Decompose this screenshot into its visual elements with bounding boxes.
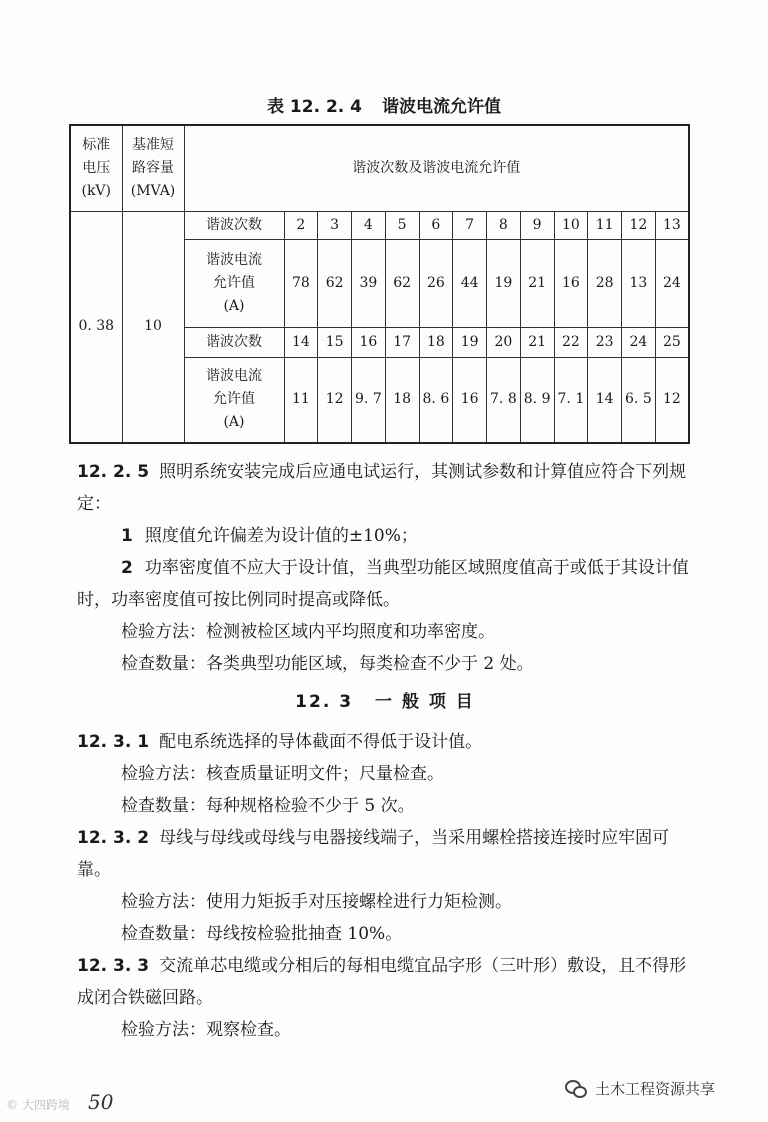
clause-text: 母线与母线或母线与电器接线端子，当采用螺栓搭接连接时应牢固可靠。 [77,828,670,880]
table-title: 谐波电流允许值 [382,97,501,117]
current-cell: 11 [284,357,318,443]
current-cell: 62 [318,239,352,327]
current-label-line: 谐波电流 [206,368,262,385]
order-row-1 [70,211,689,239]
current-label [184,239,284,327]
header-capacity-line: 路容量 [132,159,174,176]
order-cell: 21 [520,327,554,357]
current-cell: 16 [554,239,588,327]
item-2 [77,552,693,616]
current-label [184,357,284,443]
item-text: 功率密度值不应大于设计值，当典型功能区域照度值高于或低于其设计值时，功率密度值可按比例同时提高或降低。 [77,558,689,610]
order-cell: 17 [385,327,419,357]
inspection-method: 检验方法：使用力矩扳手对压接螺栓进行力矩检测。 [121,892,512,912]
current-cell: 12 [655,357,689,443]
clause-text: 配电系统选择的导体截面不得低于设计值。 [159,732,483,752]
item-number: 2 [121,558,133,578]
header-voltage-line: (kV) [81,182,112,199]
wechat-icon [565,1080,587,1098]
current-cell: 8. 6 [419,357,453,443]
inspection-quantity: 检查数量：每种规格检验不少于 5 次。 [121,796,415,816]
current-cell: 18 [385,357,419,443]
current-cell: 16 [453,357,487,443]
current-cell: 7. 1 [554,357,588,443]
header-span: 谐波次数及谐波电流允许值 [184,125,689,211]
page-number: 50 [88,1090,114,1114]
clause-number: 12. 3. 2 [77,828,150,848]
inspection-quantity: 检查数量：各类典型功能区域，每类检查不少于 2 处。 [121,654,534,674]
order-cell: 4 [352,211,386,239]
current-label-line: 允许值 [213,391,255,408]
order-cell: 19 [453,327,487,357]
header-voltage [70,125,122,211]
current-cell: 24 [655,239,689,327]
order-cell: 6 [419,211,453,239]
inspection-method: 检验方法：核查质量证明文件；尺量检查。 [121,764,444,784]
clause-12-2-5 [77,456,693,520]
order-cell: 16 [352,327,386,357]
order-cell: 15 [318,327,352,357]
table-caption [0,92,768,117]
current-cell: 62 [385,239,419,327]
order-cell: 10 [554,211,588,239]
current-cell: 13 [622,239,656,327]
item-number: 1 [121,526,133,546]
clause-number: 12. 3. 1 [77,732,150,752]
clause-12-3-2 [77,822,693,886]
harmonic-current-table [69,124,690,444]
table-number: 表 12. 2. 4 [267,97,362,117]
voltage-value: 0. 38 [70,211,122,443]
clause-12-3-3 [77,950,693,1014]
section-heading [77,686,693,718]
order-cell: 20 [487,327,521,357]
item-1 [77,520,693,552]
current-cell: 26 [419,239,453,327]
body-text [77,456,693,1046]
clause-text: 交流单芯电缆或分相后的每相电缆宜品字形（三叶形）敷设，且不得形成闭合铁磁回路。 [77,956,687,1008]
current-label-line: 谐波电流 [206,251,262,268]
current-cell: 8. 9 [520,357,554,443]
header-capacity-line: (MVA) [130,182,176,199]
order-cell: 14 [284,327,318,357]
current-label-line: (A) [223,414,245,431]
inspection-method: 检验方法：观察检查。 [121,1020,291,1040]
current-label-line: 允许值 [213,274,255,291]
header-capacity-line: 基准短 [132,136,174,153]
watermark-left: © 大四跨境 [6,1098,70,1112]
current-cell: 19 [487,239,521,327]
order-cell: 7 [453,211,487,239]
order-cell: 24 [622,327,656,357]
current-cell: 9. 7 [352,357,386,443]
order-cell: 13 [655,211,689,239]
current-cell: 14 [588,357,622,443]
order-cell: 9 [520,211,554,239]
order-cell: 11 [588,211,622,239]
order-cell: 3 [318,211,352,239]
inspection-method: 检验方法：检测被检区域内平均照度和功率密度。 [121,622,495,642]
order-label: 谐波次数 [184,211,284,239]
item-text: 照度值允许偏差为设计值的±10%； [144,526,418,546]
order-cell: 18 [419,327,453,357]
order-cell: 8 [487,211,521,239]
watermark-right [565,1078,715,1099]
header-voltage-line: 电压 [82,159,111,176]
clause-text: 照明系统安装完成后应通电试运行，其测试参数和计算值应符合下列规定： [77,462,687,514]
current-cell: 21 [520,239,554,327]
current-cell: 28 [588,239,622,327]
section-title: 一 般 项 目 [375,692,475,712]
order-cell: 22 [554,327,588,357]
inspection-quantity: 检查数量：母线按检验批抽查 10%。 [121,924,403,944]
header-voltage-line: 标准 [82,136,111,153]
current-cell: 78 [284,239,318,327]
current-cell: 7. 8 [487,357,521,443]
table-header-row [70,125,689,211]
current-cell: 12 [318,357,352,443]
clause-number: 12. 2. 5 [77,462,150,482]
order-cell: 5 [385,211,419,239]
header-capacity [122,125,184,211]
clause-number: 12. 3. 3 [77,956,150,976]
section-number: 12. 3 [295,692,354,712]
order-cell: 2 [284,211,318,239]
capacity-value: 10 [122,211,184,443]
current-cell: 39 [352,239,386,327]
current-cell: 6. 5 [622,357,656,443]
clause-12-3-1 [77,726,693,758]
order-cell: 23 [588,327,622,357]
order-cell: 12 [622,211,656,239]
current-label-line: (A) [223,297,245,314]
order-cell: 25 [655,327,689,357]
order-label: 谐波次数 [184,327,284,357]
current-cell: 44 [453,239,487,327]
watermark-right-text: 土木工程资源共享 [595,1080,716,1098]
